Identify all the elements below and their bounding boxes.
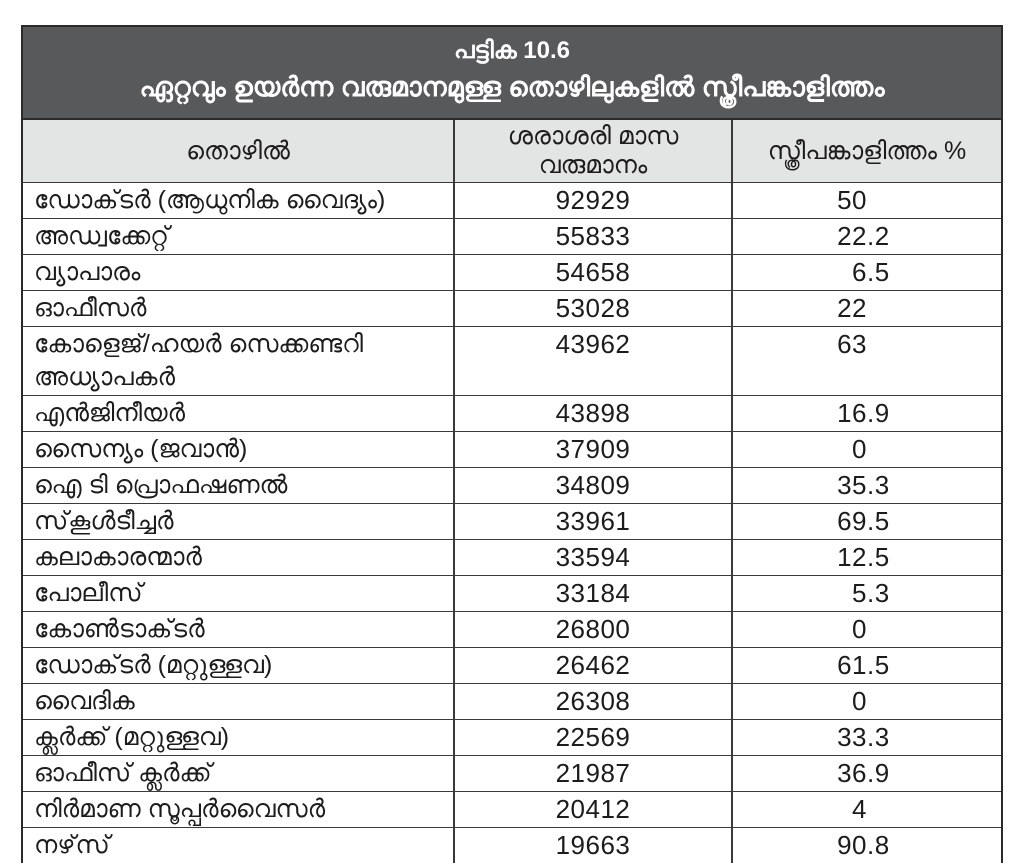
income-cell: 54658 — [453, 255, 731, 290]
occupation-cell: കലാകാരന്മാർ — [34, 543, 202, 571]
participation-integer-part: 36 — [837, 758, 867, 788]
occupation-cell: ഡോക്‌ടർ (മറ്റുള്ളവ) — [34, 651, 273, 679]
occupation-cell: അഡ്വക്കേറ്റ് — [34, 222, 170, 250]
income-cell: 26462 — [453, 648, 731, 683]
participation-cell — [731, 396, 1001, 431]
income-cell: 19663 — [453, 828, 731, 863]
participation-integer-part: 16 — [837, 398, 867, 428]
participation-cell — [731, 291, 1001, 326]
participation-integer-part: 63 — [837, 329, 867, 359]
table-row — [23, 791, 1001, 827]
table-row — [23, 575, 1001, 611]
occupation-cell: ഐ ടി പ്രൊഫഷണൽ — [34, 471, 288, 499]
income-cell: 37909 — [453, 432, 731, 467]
occupation-cell: പോലീസ് — [34, 579, 143, 607]
table-row — [23, 290, 1001, 326]
occupation-cell: ഓഫീസർ — [34, 294, 147, 322]
participation-cell — [731, 504, 1001, 539]
participation-fraction-part — [867, 685, 900, 719]
occupation-cell: ക്ലർക്ക് (മറ്റുള്ളവ) — [34, 723, 230, 751]
participation-integer-part: 50 — [837, 185, 867, 215]
participation-cell — [731, 219, 1001, 254]
participation-integer-part: 6 — [852, 257, 867, 287]
table-header-row — [23, 120, 1001, 182]
income-cell: 33594 — [453, 540, 731, 575]
participation-cell — [731, 576, 1001, 611]
participation-fraction-part: .2 — [867, 221, 890, 251]
participation-fraction-part: .9 — [867, 398, 890, 428]
income-cell: 33184 — [453, 576, 731, 611]
participation-fraction-part — [867, 433, 900, 467]
table-row — [23, 719, 1001, 755]
participation-cell — [731, 540, 1001, 575]
income-cell: 22569 — [453, 720, 731, 755]
participation-cell — [731, 684, 1001, 719]
table-body — [23, 182, 1001, 863]
income-cell: 34809 — [453, 468, 731, 503]
participation-cell — [731, 792, 1001, 827]
participation-integer-part: 4 — [852, 794, 867, 824]
occupation-cell: വൈദിക — [34, 687, 135, 715]
participation-cell — [731, 255, 1001, 290]
participation-integer-part: 0 — [852, 686, 867, 716]
participation-cell — [731, 720, 1001, 755]
table-number: പട്ടിക 10.6 — [453, 37, 571, 64]
income-cell: 33961 — [453, 504, 731, 539]
table-row — [23, 647, 1001, 683]
participation-fraction-part: .8 — [867, 830, 890, 860]
income-cell: 53028 — [453, 291, 731, 326]
column-header-women-participation: സ്ത്രീപങ്കാളിത്തം % — [731, 120, 1001, 182]
participation-cell — [731, 612, 1001, 647]
table-row — [23, 182, 1001, 218]
income-occupation-table — [21, 25, 1003, 863]
participation-integer-part: 69 — [837, 506, 867, 536]
participation-fraction-part — [867, 613, 900, 647]
table-row — [23, 755, 1001, 791]
participation-fraction-part — [867, 793, 900, 827]
income-cell: 55833 — [453, 219, 731, 254]
participation-fraction-part — [867, 184, 900, 218]
participation-fraction-part: .3 — [867, 470, 890, 500]
income-cell: 43898 — [453, 396, 731, 431]
participation-cell — [731, 828, 1001, 863]
column-header-average-monthly-income — [453, 120, 731, 182]
participation-integer-part: 12 — [837, 542, 867, 572]
occupation-cell: വ്യാപാരം — [34, 258, 141, 286]
participation-fraction-part: .5 — [867, 257, 890, 287]
occupation-cell: എൻജിനീയർ — [34, 399, 186, 427]
participation-cell — [731, 468, 1001, 503]
participation-fraction-part: .3 — [867, 578, 890, 608]
participation-fraction-part: .5 — [867, 542, 890, 572]
table-row — [23, 683, 1001, 719]
table-subtitle: ഏറ്റവും ഉയർന്ന വരുമാനമുള്ള തൊഴിലുകളിൽ സ്ത്രീപങ്കാളിത്തം — [139, 72, 885, 102]
participation-integer-part: 0 — [852, 614, 867, 644]
participation-integer-part: 22 — [837, 293, 867, 323]
table-title-bar — [23, 27, 1001, 120]
participation-fraction-part: .5 — [867, 506, 890, 536]
participation-integer-part: 33 — [837, 722, 867, 752]
occupation-cell: കോളെജ്/ഹയർ സെക്കണ്ടറി അധ്യാപകർ — [34, 330, 364, 391]
participation-integer-part: 5 — [852, 578, 867, 608]
occupation-cell: നിർമാണ സൂപ്പർവൈസർ — [34, 795, 326, 823]
income-cell: 26800 — [453, 612, 731, 647]
participation-integer-part: 90 — [837, 830, 867, 860]
participation-fraction-part: .9 — [867, 758, 890, 788]
participation-cell — [731, 183, 1001, 218]
participation-integer-part: 0 — [852, 434, 867, 464]
occupation-cell: നഴ്‌സ് — [34, 831, 110, 859]
participation-integer-part: 35 — [837, 470, 867, 500]
income-cell: 92929 — [453, 183, 731, 218]
occupation-cell: ഡോക്‌ടർ (ആധുനിക വൈദ്യം) — [34, 186, 386, 214]
income-cell: 43962 — [453, 327, 731, 395]
income-cell: 26308 — [453, 684, 731, 719]
participation-fraction-part — [867, 292, 900, 326]
participation-fraction-part: .3 — [867, 722, 890, 752]
participation-cell — [731, 432, 1001, 467]
occupation-cell: സ്‌കൂൾടീച്ചർ — [34, 507, 174, 535]
table-row — [23, 611, 1001, 647]
occupation-cell: ഓഫീസ് ക്ലർക്ക് — [34, 759, 212, 787]
participation-integer-part: 61 — [837, 650, 867, 680]
table-row — [23, 395, 1001, 431]
occupation-cell: സൈന്യം (ജവാൻ) — [34, 435, 248, 463]
table-row — [23, 254, 1001, 290]
income-header-line2: വരുമാനം — [538, 151, 648, 179]
table-row — [23, 326, 1001, 395]
income-header-line1: ശരാശരി മാസ — [507, 122, 679, 150]
income-cell: 20412 — [453, 792, 731, 827]
occupation-cell: കോൺടാക്‌ടർ — [34, 615, 205, 643]
income-cell: 21987 — [453, 756, 731, 791]
column-header-occupation: തൊഴിൽ — [186, 136, 290, 165]
table-row — [23, 431, 1001, 467]
table-row — [23, 827, 1001, 863]
participation-cell — [731, 327, 1001, 395]
participation-integer-part: 22 — [837, 221, 867, 251]
table-row — [23, 539, 1001, 575]
participation-cell — [731, 756, 1001, 791]
participation-fraction-part: .5 — [867, 650, 890, 680]
participation-fraction-part — [867, 328, 900, 395]
table-row — [23, 503, 1001, 539]
table-row — [23, 218, 1001, 254]
participation-cell — [731, 648, 1001, 683]
table-row — [23, 467, 1001, 503]
